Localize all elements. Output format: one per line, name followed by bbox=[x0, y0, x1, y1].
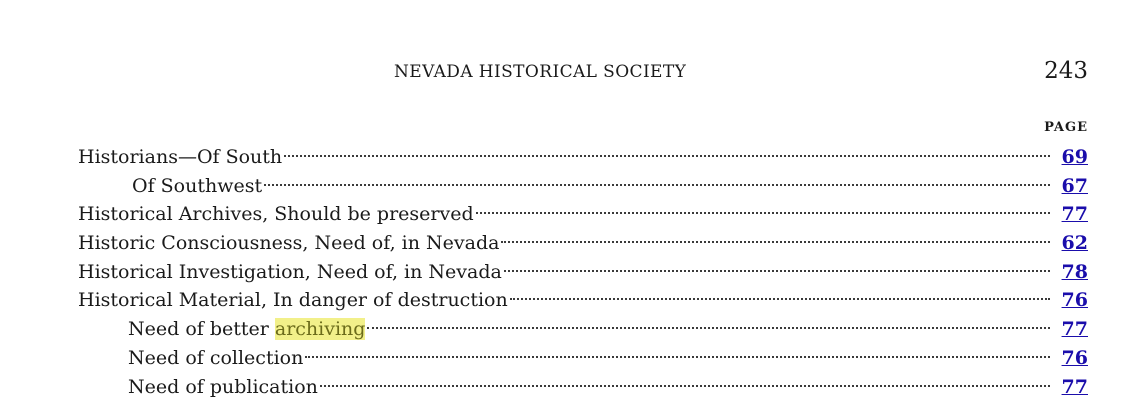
index-entry-historic-consciousness bbox=[78, 229, 1088, 258]
index-entry-need-of-publication bbox=[78, 373, 1088, 402]
dot-leader bbox=[504, 270, 1050, 272]
dot-leader bbox=[476, 212, 1050, 214]
entry-text: Need of collection bbox=[128, 346, 304, 369]
index-entry-historians-of-south bbox=[78, 143, 1088, 172]
entry-text: Historians—Of South bbox=[78, 146, 283, 168]
dot-leader bbox=[510, 298, 1050, 300]
page-link[interactable]: 77 bbox=[1061, 203, 1088, 226]
page-link[interactable]: 62 bbox=[1061, 232, 1088, 255]
dot-leader bbox=[501, 241, 1050, 243]
entry-text-before: Need of better bbox=[128, 318, 275, 341]
page-link[interactable]: 77 bbox=[1061, 318, 1088, 341]
index-entry-of-southwest bbox=[78, 172, 1088, 201]
page-link[interactable]: 76 bbox=[1061, 346, 1088, 369]
index-entry-historical-investigation bbox=[78, 258, 1088, 287]
index-entry-need-of-better-archiving bbox=[78, 315, 1088, 344]
dot-leader bbox=[320, 385, 1050, 387]
dot-leader bbox=[284, 155, 1050, 157]
entry-text: Historical Archives, Should be preserved bbox=[78, 203, 474, 226]
dot-leader bbox=[264, 184, 1050, 186]
index-entry-historical-material bbox=[78, 286, 1088, 315]
entry-text: Need of publication bbox=[128, 375, 318, 398]
search-highlight: archiving bbox=[274, 318, 366, 341]
dot-leader bbox=[305, 356, 1050, 358]
page-link[interactable]: 67 bbox=[1061, 174, 1088, 197]
page-link[interactable]: 76 bbox=[1061, 289, 1088, 312]
page-header bbox=[0, 58, 1134, 88]
dot-leader bbox=[367, 327, 1050, 329]
page-link[interactable]: 77 bbox=[1061, 375, 1088, 398]
index-entry-need-of-collection bbox=[78, 344, 1088, 373]
page-number: 243 bbox=[1044, 58, 1088, 84]
entry-text: Historic Consciousness, Need of, in Nevada bbox=[78, 232, 500, 255]
entry-text: Of Southwest bbox=[132, 174, 263, 197]
entry-text: Historical Investigation, Need of, in Nevada bbox=[78, 260, 502, 283]
page-link[interactable]: 78 bbox=[1061, 260, 1088, 283]
page-column-heading: PAGE bbox=[1044, 120, 1088, 135]
running-title: NEVADA HISTORICAL SOCIETY bbox=[394, 62, 687, 82]
index-list bbox=[78, 143, 1088, 401]
page-link[interactable]: 69 bbox=[1061, 146, 1088, 168]
entry-text: Historical Material, In danger of destruction bbox=[78, 289, 508, 312]
entry-text bbox=[128, 315, 365, 344]
index-entry-historical-archives bbox=[78, 200, 1088, 229]
